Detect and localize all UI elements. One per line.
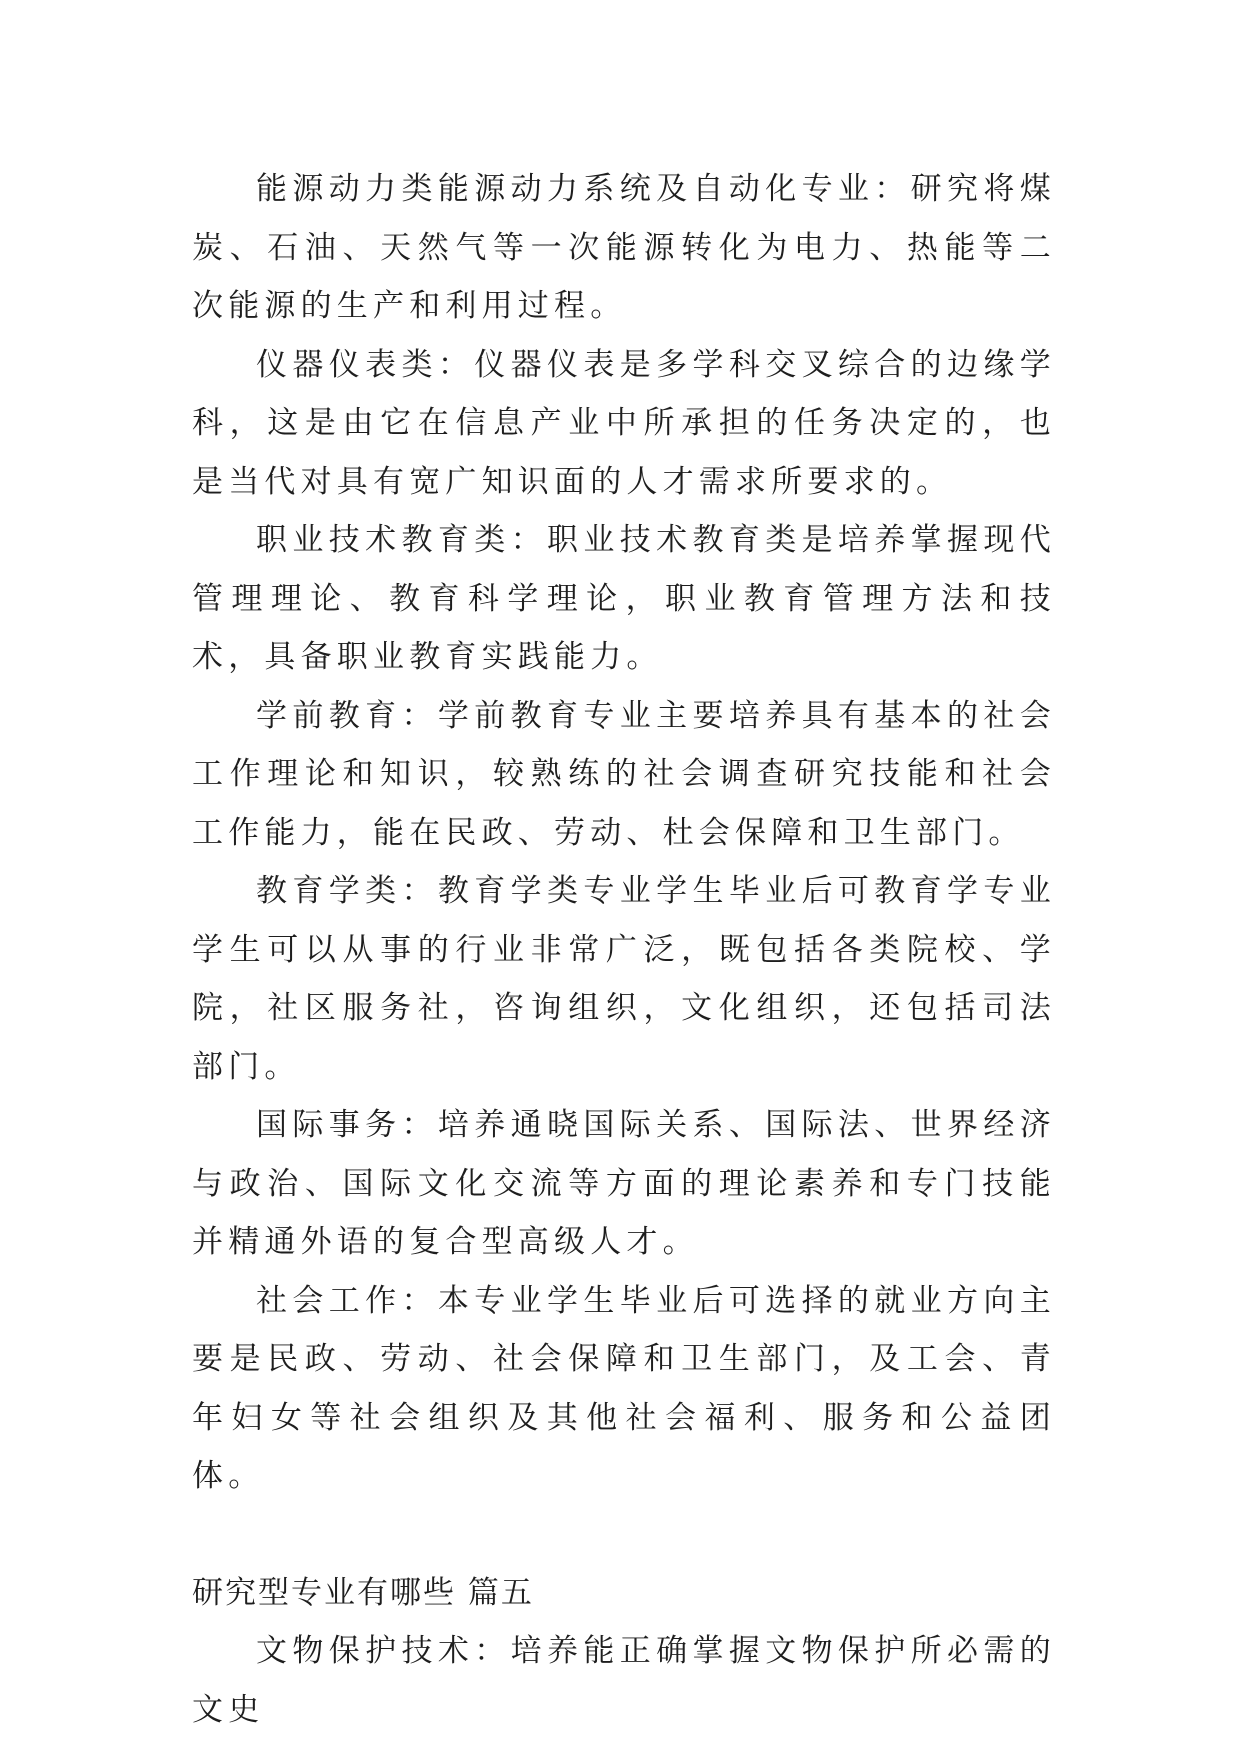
paragraph-instrumentation: 仪器仪表类：仪器仪表是多学科交叉综合的边缘学科，这是由它在信息产业中所承担的任务决定的，也是当代对具有宽广知识面的人才需求所要求的。	[192, 346, 1056, 500]
paragraph-preschool-education: 学前教育：学前教育专业主要培养具有基本的社会工作理论和知识，较熟练的社会调查研究技能和社会工作能力，能在民政、劳动、杜会保障和卫生部门。	[192, 697, 1056, 851]
paragraph-vocational-education: 职业技术教育类：职业技术教育类是培养掌握现代管理理论、教育科学理论，职业教育管理方法和技术，具备职业教育实践能力。	[192, 522, 1056, 675]
document-body	[192, 160, 1056, 1739]
paragraph-relic-protection: 文物保护技术：培养能正确掌握文物保护所必需的文史	[192, 1633, 1056, 1728]
paragraph-social-work: 社会工作：本专业学生毕业后可选择的就业方向主要是民政、劳动、社会保障和卫生部门，及工会、青年妇女等社会组织及其他社会福利、服务和公益团体。	[192, 1282, 1056, 1494]
paragraph-energy-power: 能源动力类能源动力系统及自动化专业：研究将煤炭、石油、天然气等一次能源转化为电力、热能等二次能源的生产和利用过程。	[192, 171, 1056, 324]
paragraph-international-affairs: 国际事务：培养通晓国际关系、国际法、世界经济与政治、国际文化交流等方面的理论素养和专门技能并精通外语的复合型高级人才。	[192, 1107, 1056, 1260]
section-heading: 研究型专业有哪些 篇五	[192, 1574, 534, 1611]
paragraph-pedagogy: 教育学类：教育学类专业学生毕业后可教育学专业学生可以从事的行业非常广泛，既包括各类院校、学院，社区服务社，咨询组织，文化组织，还包括司法部门。	[192, 873, 1056, 1085]
